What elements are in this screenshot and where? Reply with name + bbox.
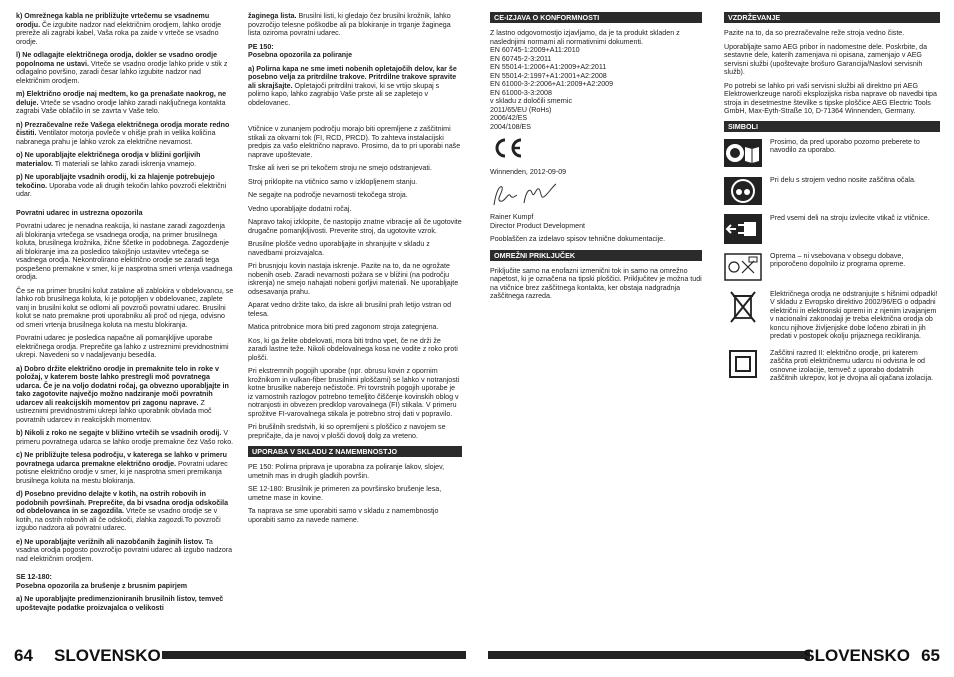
unplug-icon	[724, 214, 762, 244]
intended-use-para-3: Ta naprava se sme uporabiti samo v skladu z namembnostjo uporabiti samo za navede namene.	[248, 507, 439, 524]
paragraph-bold: d) Posebno previdno delajte v kotih, na ostrih robovih in podobnih površinah. Preprečite, da bi vsadna orodja odskočila od obdelovanca in se zagozdila.	[16, 490, 229, 515]
paragraph-text: Z ustreznimi previdnostnimi ukrepi lahko uporabnik obvlada moč povratnih udarcev in reakcijskih momentov.	[16, 398, 212, 424]
paragraph-text: Pri brušilnih sredstvih, ki so opremljeni s ploščico z navojem se prepričajte, da je navoj v plošči dovolj dolg za vreteno.	[248, 423, 446, 440]
paragraph	[16, 429, 234, 446]
paragraph	[16, 573, 234, 590]
paragraph	[16, 222, 234, 282]
paragraph	[248, 262, 462, 296]
paragraph-text: Povratni udarec potisne električno orodje v smer, ki je nasprotna smeri premikanja brusilnega koluta na mestu blokiranja.	[16, 459, 228, 485]
symbol-row-unplug	[724, 214, 940, 244]
paragraph-text: Vrteče se vsadno orodje lahko zaradi naključnega kontakta zagrabi Vaše oblačilo in se zavrta v Vaše telo.	[16, 98, 226, 115]
ce-line: EN 61000-3-3:2008	[490, 88, 552, 97]
paragraph	[248, 218, 462, 235]
symbol-text-accessory: Oprema – ni vsebovana v obsegu dobave, priporočeno dopolnilo iz programa opreme.	[770, 251, 906, 268]
paragraph	[16, 365, 234, 425]
paragraph	[248, 337, 462, 363]
ce-line: 2004/108/ES	[490, 122, 532, 131]
paragraph-text: Uporaba vode ali drugih tekočin lahko povzroči električni udar.	[16, 181, 227, 198]
paragraph	[16, 490, 234, 533]
paragraph-text: Kos, ki ga želite obdelovati, mora biti trdno vpet, če ne drži že zaradi lastne teže. Nikoli obdelovalnega kosa ne vodite z roko proti plošči.	[248, 336, 458, 362]
left-footer-bar	[162, 651, 466, 659]
ce-header: CE-IZJAVA O KONFORMNOSTI	[490, 12, 702, 23]
paragraph-bold: k) Omrežnega kabla ne približujte vrtečemu se vsadnemu orodju.	[16, 12, 210, 29]
ce-line: EN 55014-2:1997+A1:2001+A2:2008	[490, 71, 607, 80]
authorized-text: Pooblaščen za izdelavo spisov tehnične dokumentacije.	[490, 235, 666, 243]
right-page-number: 65	[921, 646, 940, 665]
symbol-text-class-ii: Zaščitni razred II: električno orodje, pri katerem zaščita proti električnemu udarcu ni odvisna le od osnovne izolacije, temveč z uporabo dodatnih zaščitnih ukrepov, kot je dvojna ali ojačana izolacija.	[770, 348, 934, 382]
paragraph	[16, 51, 234, 85]
maintenance-para-1: Pazite na to, da so prezračevalne reže stroja vedno čiste.	[724, 29, 905, 37]
paragraph	[248, 43, 462, 60]
ce-line: 2011/65/EU (RoHs)	[490, 105, 552, 114]
signature-icon	[490, 181, 560, 211]
paragraph-text: Vedno uporabljajte dodatni ročaj.	[248, 204, 352, 213]
left-footer	[14, 648, 466, 666]
paragraph-bold: b) Nikoli z roko ne segajte v bližino vrtečih se vsadnih orodij.	[16, 429, 222, 437]
symbols-header: SIMBOLI	[724, 121, 940, 132]
maintenance-header: VZDRŽEVANJE	[724, 12, 940, 23]
paragraph-text: Ti materiali se lahko zaradi iskrenja vnamejo.	[52, 159, 197, 168]
paragraph	[248, 301, 462, 318]
paragraph	[248, 240, 462, 257]
paragraph	[248, 65, 462, 108]
paragraph-bold: a) Dobro držite električno orodje in premaknite telo in roke v položaj, v katerem boste lahko prestregli moč povratnega udarca. Če je na voljo dodatni ročaj, ga obvezno uporabljajte in tako zagotovite največjo možno nadziranje moči povratnih udarcev ali reakcijskih momentov pri zagonu naprave.	[16, 364, 229, 407]
ce-line: 2006/42/ES	[490, 114, 528, 122]
goggles-icon	[724, 176, 762, 206]
paragraph-text: Če se na primer brusilni kolut zatakne ali zablokira v obdelovancu, se lahko rob brusilnega koluta, ki je potopljen v obdelovanec, zaplete vanj in brusilni kolut se odlomi ali povzroči povratni udarec. Brusilni kolut se nato premakne proti uporabniku ali proč od njega, odvisno od smeri vrtenja brusilnega koluta na mestu blokiranja.	[16, 286, 234, 329]
paragraph-bold: c) Ne približujte telesa področju, v katerega se lahko v primeru povratnega udarca premakne električno orodje.	[16, 451, 227, 468]
paragraph	[16, 121, 234, 147]
paragraph-bold: a) Polirna kapa ne sme imeti nobenih opletajočih delov, kar še posebno velja za pritrdilne trakove. Pritrdilne trakove spravite ali skrajšajte.	[248, 64, 457, 90]
paragraph-text: V primeru povratnega udarca se lahko orodje premakne čez Vašo roko.	[16, 429, 234, 446]
ce-lines	[490, 29, 702, 131]
paragraph	[16, 173, 234, 199]
paragraph	[248, 125, 462, 159]
maintenance-para-2: Uporabljajte samo AEG pribor in nadomestne dele. Poskrbite, da sestavne dele, katerih zamenjava ni opisana, zamenjajo v AEG servisni službi (upoštevajte brošuro Garancija/Naslovi servisnih služb).	[724, 42, 928, 76]
paragraph	[16, 151, 234, 168]
symbol-text-weee: Električnega orodja ne odstranjujte s hišnimi odpadki! V skladu z Evropsko direktivo 2002/96/EG o odpadni električni in elektronski opremi in z njenim izvajanjem v nacionalni zakonodaji je treba električna orodja ob koncu njihove življenjske dobe ločeno zbirati in jih predati v postopek okolju prijaznega recikliranja.	[770, 289, 938, 340]
paragraph-text: Pri ekstremnih pogojih uporabe (npr. obrusu kovin z opornim krožnikom in vulkan-fiber brusilnimi ploščami) se lahko v notranjosti kotne brusilke naberejo nečistoče. Pri tovrstnih pogojih uporabe je iz varnostnih razlogov potrebno temeljito čiščenje kovinskih oblog v notranjosti in obvezen predklop varovalnega (FI) stikala. V primeru sprožitve FI-varovalnega stikala je potrebno stroj dati v popravilo.	[248, 367, 460, 418]
paragraph-text: Če izgubite nadzor nad električnim orodjem, lahko orodje prereže ali zagrabi kabel, Vaša roka pa zaide v vrteče se vsadno orodje.	[16, 20, 222, 46]
paragraph	[248, 178, 462, 187]
paragraph	[16, 90, 234, 116]
ce-line: EN 55014-1:2006+A1:2009+A2:2011	[490, 63, 607, 71]
paragraph	[16, 287, 234, 330]
paragraph	[16, 209, 234, 218]
left-column-1	[16, 12, 234, 617]
paragraph-text: Trske ali iveri se pri tekočem stroju ne smejo odstranjevati.	[248, 164, 432, 172]
paragraph	[16, 334, 234, 360]
paragraph-bold: PE 150: Posebna opozorila za poliranje	[248, 42, 353, 59]
ce-place-date: Winnenden, 2012-09-09	[490, 167, 567, 176]
symbol-row-class-ii	[724, 349, 940, 383]
paragraph	[248, 164, 462, 173]
paragraph-text: Povratni udarec je nenadna reakcija, ki nastane zaradi zagozdenja ali blokiranja vrtečega se vsadnega orodja, na primer brusilnega koluta, brusilnega krožnika, žične ščetke in podobnega. Zagozdenje ali blokiranje ima za posledico takojšnjo ustavitev vrtečega se vsadnega orodja. Nekontrolirano električno orodje se zaradi tega pospešeno premakne v smer, ki je nasprotna smeri vrtenja vsadnega orodja.	[16, 222, 233, 281]
paragraph-bold: Povratni udarec in ustrezna opozorila	[16, 208, 143, 217]
symbol-row-read-manual	[724, 138, 940, 168]
paragraph	[16, 12, 234, 46]
paragraph-text: Ventilator motorja povleče v ohišje prah in velika količina nabranega prahu je lahko vzrok za električne nevarnost.	[16, 129, 216, 146]
paragraph-bold: e) Ne uporabljajte verižnih ali nazobčanih žaginih listov.	[16, 537, 204, 546]
left-page-number: 64	[14, 646, 33, 665]
paragraph	[248, 423, 462, 440]
right-column-2	[724, 12, 940, 391]
ce-mark-icon	[490, 137, 524, 159]
right-column-1	[490, 12, 702, 306]
paragraph	[16, 595, 234, 612]
left-language-label: SLOVENSKO	[54, 646, 161, 665]
accessory-icon	[724, 252, 762, 282]
ce-mark	[490, 137, 702, 162]
intended-use-para-1: PE 150: Polirna priprava je uporabna za poliranje lakov, slojev, umetnih mas in drugih gladkih površin.	[248, 463, 445, 480]
paragraph-bold: l) Ne odlagajte električnega orodja, dokler se vsadno orodje popolnoma ne ustavi.	[16, 51, 218, 68]
paragraph-text: Matica pritrobnice mora biti pred zagonom stroja zategnjena.	[248, 323, 439, 331]
right-footer	[488, 648, 940, 666]
paragraph-text: Vrteče se vsadno orodje lahko pride v stik z odlagalno površino, zaradi česar lahko izgubite nadzor nad električnim orodjem.	[16, 59, 228, 85]
paragraph-bold: o) Ne uporabljajte električnega orodja v bližini gorljivih materialov.	[16, 151, 201, 168]
paragraph-text: Brusilne plošče vedno uporabljajte in shranjujte v skladu z navedbami proizvajalca.	[248, 240, 430, 257]
paragraph-text: Vtičnice v zunanjem področju morajo biti opremljene z zaščitnimi stikali za okvarni tok (FI, RCD, PRCD). To zahteva instalacijski predpis za vašo električno napravo. Prosimo, da to pri uporabi naše naprave upoštevate.	[248, 125, 461, 159]
mains-text: Priključite samo na enofazni izmenični tok in samo na omrežno napetost, ki je označena na tipski ploščici. Priključitev je možna tudi na vtičnice brez zaščitnega kontakta, ker obstaja nadgradnja zaščitnega razreda.	[490, 266, 702, 300]
paragraph-text: Brusilni listi, ki gledajo čez brusilni krožnik, lahko povzročijo telesne poškodbe ali pa blokiranje in trganje žaginega lista oziroma povratni udarec.	[248, 12, 451, 37]
paragraph-bold: a) Ne uporabljajte predimenzioniranih brusilnih listov, temveč upoštevajte podatke proizvajalca o velikosti	[16, 595, 224, 612]
class-ii-icon	[724, 349, 762, 379]
signer-title: Director Product Development	[490, 221, 586, 230]
symbol-row-accessory	[724, 252, 940, 282]
symbol-row-weee	[724, 290, 940, 341]
ce-line: EN 60745-1:2009+A11:2010	[490, 46, 580, 54]
paragraph-text: Pri brusnjoju kovin nastaja iskrenje. Pazite na to, da ne ogrožate nobenih oseb. Zaradi nevarnosti požara se v bližini (na področju iskrenja) ne smejo nahajati nobeni gorljivi materiali. Ne uporabljajte odsesavanja prahu.	[248, 262, 459, 296]
intended-use-header: UPORABA V SKLADU Z NAMEMBNOSTJO	[248, 446, 462, 457]
weee-bin-icon	[724, 290, 762, 324]
intended-use-para-2: SE 12-180: Brusilnik je primeren za površinsko brušenje lesa, umetne mase in kovine.	[248, 485, 442, 502]
paragraph	[16, 451, 234, 485]
paragraph-bold: žaginega lista.	[248, 12, 297, 20]
paragraph-text: Opletajoči pritrdilni trakovi, ki se vrtijo skupaj s polirno kapo, lahko zagrabijo Vaše prste ali se zapletejo v obdelovanec.	[248, 81, 440, 107]
paragraph-bold: m) Električno orodje naj medtem, ko ga prenašate naokrog, ne deluje.	[16, 90, 227, 107]
paragraph-bold: p) Ne uporabljajte vsadnih orodij, ki za hlajenje potrebujejo tekočino.	[16, 173, 215, 190]
left-column-2	[248, 12, 462, 529]
maintenance-para-3: Po potrebi se lahko pri vaši servisni službi ali direktno pri AEG Elektrowerkzeuge naroči eksplozijska risba naprave ob navedbi tipa stroja in desetmestne številke s tipske ploščice AEG Electric Tools GmbH, Max-Eyth-Straße 10, D-71364 Winnenden, Germany.	[724, 81, 937, 115]
paragraph-text: Ne segajte na področje nevarnosti tekočega stroja.	[248, 191, 408, 199]
ce-line: EN 61000-3-2:2006+A1:2009+A2:2009	[490, 80, 614, 88]
paragraph-text: Povratni udarec je posledica napačne ali pomanjkljive uporabe električnega orodja. Preprečite ga lahko z ustreznimi previdnostnimi ukrepi. Navedeni so v nadaljevanju besedila.	[16, 334, 229, 359]
paragraph	[248, 205, 462, 214]
left-column-2-body	[248, 12, 462, 440]
right-footer-bar	[488, 651, 810, 659]
symbol-text-read-manual: Prosimo, da pred uporabo pozorno preberete to navodilo za uporabo.	[770, 137, 920, 154]
right-language-label: SLOVENSKO	[803, 646, 910, 665]
paragraph-text: Aparat vedno držite tako, da iskre ali brusilni prah letijo vstran od telesa.	[248, 301, 452, 318]
ce-line: v skladu z določili smernic	[490, 97, 573, 105]
mains-header: OMREŽNI PRIKLJUČEK	[490, 250, 702, 261]
signer-name: Rainer Kumpf	[490, 213, 534, 221]
symbol-row-goggles	[724, 176, 940, 206]
paragraph	[16, 538, 234, 564]
paragraph-bold: SE 12-180: Posebna opozorila za brušenje z brusnim papirjem	[16, 573, 188, 590]
ce-line: EN 60745-2-3:2011	[490, 54, 552, 63]
paragraph	[248, 323, 462, 332]
paragraph-text: Vrteče se vsadno orodje se v kotih, na ostrih robovih ali če odskoči, zlahka zagozdi.To povzroči izgubo nadzora ali povratni udarec.	[16, 507, 221, 532]
ce-line: Z lastno odgovornostjo izjavljamo, da je ta produkt skladen z naslednjimi normami ali normativnimi dokumenti.	[490, 29, 680, 46]
paragraph-text: Napravo takoj izklopite, če nastopijo znatne vibracije ali če ugotovite drugačne pomanjkljivosti. Preverite stroj, da ugotovite vzrok.	[248, 218, 462, 235]
paragraph-text: Stroj priklopite na vtičnico samo v izklopljenem stanju.	[248, 177, 418, 186]
paragraph-bold: n) Prezračevalne reže Vašega električnega orodja morate redno čistiti.	[16, 120, 230, 137]
symbol-text-goggles: Pri delu s strojem vedno nosite zaščitna očala.	[770, 175, 916, 184]
signature	[490, 181, 702, 211]
paragraph-text: Ta vsadna orodja pogosto povzročijo povratni udarec ali izgubo nadzora nad električnim orodjem.	[16, 537, 233, 563]
paragraph	[248, 367, 462, 418]
read-manual-icon	[724, 138, 762, 168]
symbol-text-unplug: Pred vsemi deli na stroju izvlecite vtikač iz vtičnice.	[770, 213, 930, 222]
paragraph	[248, 191, 462, 200]
paragraph	[248, 12, 462, 38]
